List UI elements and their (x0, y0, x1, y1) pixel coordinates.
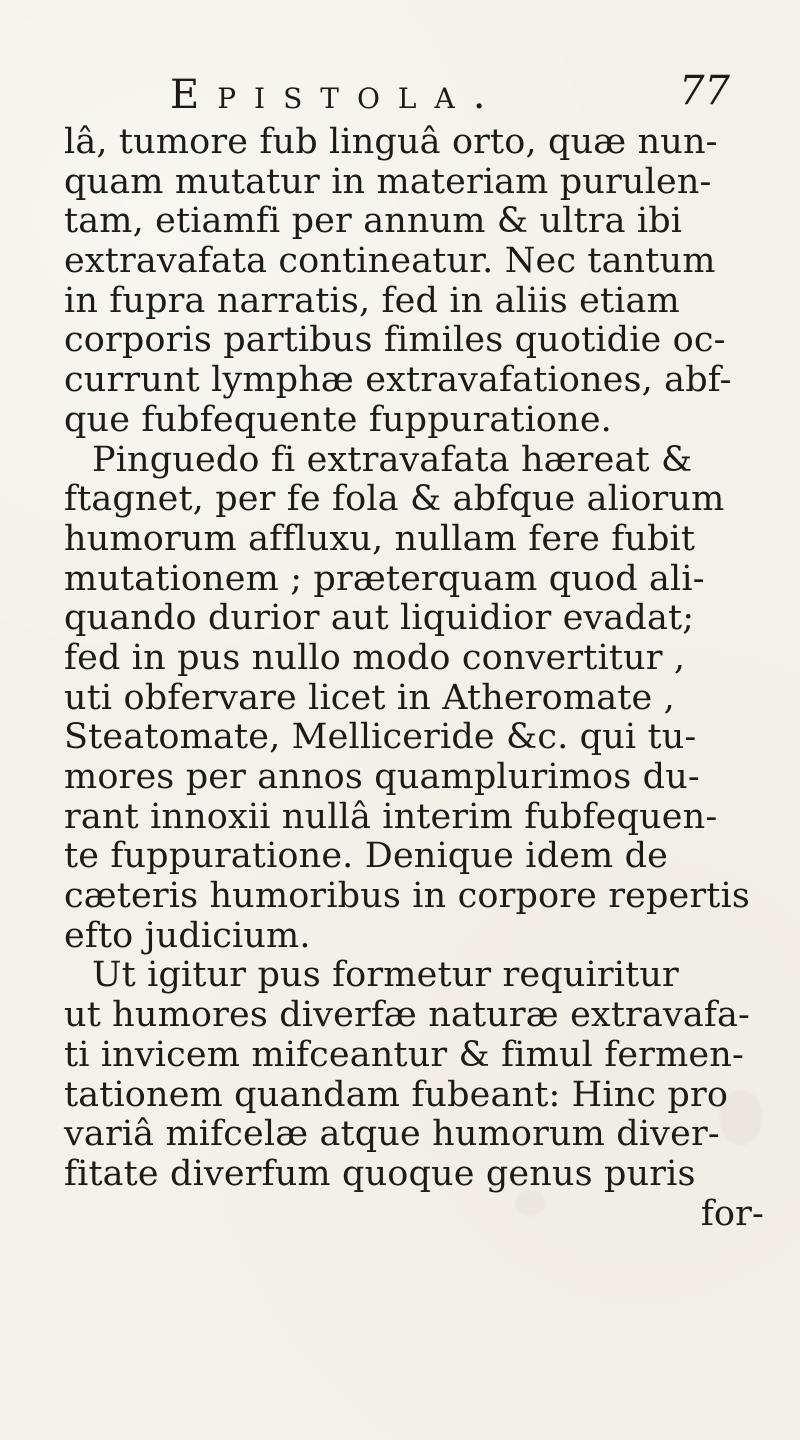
text-line: rant innoxii nullâ interim fubfequen- (64, 796, 718, 837)
text-line: mores per annos quamplurimos du- (64, 757, 700, 797)
text-line: humorum affluxu, nullam fere fubit (64, 518, 696, 559)
text-line: quando durior aut liquidior evadat; (64, 598, 695, 639)
text-line: quam mutatur in materiam purulen- (64, 161, 712, 202)
text-line: ti invicem mifceantur & fimul fermen- (64, 1034, 744, 1075)
text-line: tam, etiamfi per annum & ultra ibi (64, 201, 683, 242)
paragraph-start-line: Ut igitur pus formetur requiritur (92, 955, 679, 996)
text-line: lâ, tumore fub linguâ orto, quæ nun- (64, 122, 718, 162)
text-line: efto judicium. (64, 915, 311, 956)
text-line: ftagnet, per fe fola & abfque aliorum (64, 479, 725, 520)
text-line: tationem quandam fubeant: Hinc pro (64, 1074, 729, 1115)
text-line: currunt lymphæ extravafationes, abf- (64, 360, 732, 401)
text-line: ut humores diverfæ naturæ extravafa- (64, 995, 750, 1036)
page-number: 77 (679, 68, 730, 114)
text-line: que fubfequente fuppuratione. (64, 399, 612, 440)
text-line: te fuppuratione. Denique idem de (64, 836, 669, 877)
text-line: in fupra narratis, fed in aliis etiam (64, 280, 680, 321)
text-line: cæteris humoribus in corpore repertis (64, 876, 750, 917)
text-line: extravafata contineatur. Nec tantum (64, 241, 716, 282)
text-line: Steatomate, Melliceride &c. qui tu- (64, 717, 697, 758)
text-line: fitate diverfum quoque genus puris (64, 1153, 696, 1194)
text-line: corporis partibus fimiles quotidie oc- (64, 320, 726, 361)
text-line: variâ mifcelæ atque humorum diver- (64, 1114, 720, 1155)
main-text-block (64, 123, 770, 1234)
text-line: uti obfervare licet in Atheromate , (64, 677, 675, 718)
catchword: for- (700, 1193, 764, 1234)
text-line: fed in pus nullo modo convertitur , (64, 637, 686, 678)
paragraph-start-line: Pinguedo fi extravafata hæreat & (92, 439, 693, 480)
running-header (170, 68, 730, 120)
running-title: Epistola. (170, 72, 504, 118)
text-line: mutationem ; præterquam quod ali- (64, 558, 705, 599)
